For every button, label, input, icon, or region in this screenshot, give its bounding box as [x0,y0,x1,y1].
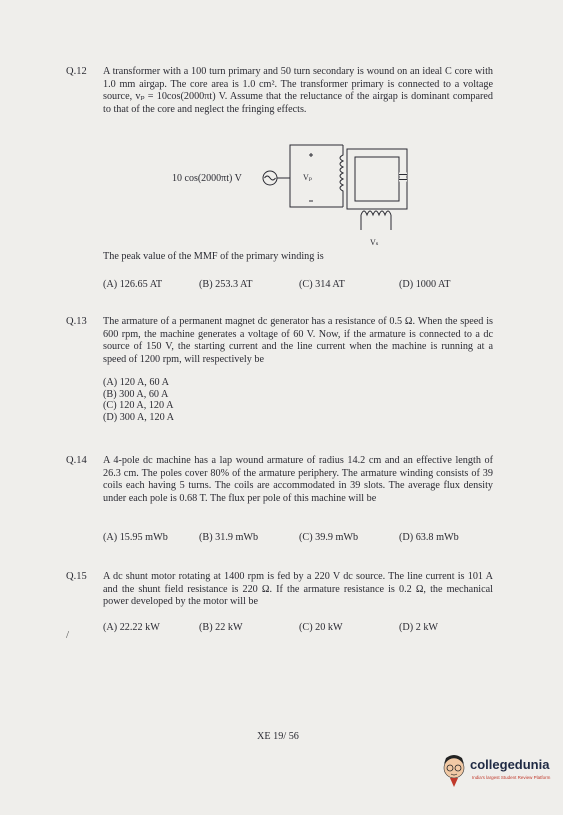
option-a: (A) 15.95 mWb [103,532,168,543]
source-voltage-label: 10 cos(2000πt) V [172,173,242,184]
options-13 [103,377,174,423]
question-text-12: A transformer with a 100 turn primary and 50 turn secondary is wound on an ideal C core with 1.0 mm airgap. The core area is 1.0 cm². The transformer primary is connected to a voltage source, vₚ = 10cos(2000πt) V. Assume that the reluctance of the airgap is dominant compared to that of the core and neglect the fringing effects. [103,66,493,115]
option-a: (A) 126.65 AT [103,279,163,290]
page-footer: XE 19/ 56 [257,731,299,742]
option-c: (C) 39.9 mWb [299,532,359,543]
question-number-13: Q.13 [66,316,87,327]
option-b: (B) 31.9 mWb [199,532,259,543]
option-c: (C) 20 kW [299,622,343,633]
question-text-13: The armature of a permanent magnet dc generator has a resistance of 0.5 Ω. When the speed is 600 rpm, the machine generates a voltage of 60 V. Now, if the armature is connected to a dc source of 150 V, the starting current and the line current when the machine is running at a speed of 1200 rpm, will respectively be [103,316,493,365]
collegedunia-logo[interactable] [440,752,558,798]
mascot-icon [440,754,470,788]
option-d: (D) 300 A, 120 A [103,411,175,423]
option-d: (D) 2 kW [399,622,439,633]
option-d: (D) 1000 AT [399,279,451,290]
option-b: (B) 22 kW [199,622,243,633]
margin-mark: / [66,629,70,641]
secondary-voltage-label: Vₛ [370,238,379,247]
option-a: (A) 22.22 kW [103,622,160,633]
logo-name: collegedunia [470,757,550,772]
option-b: (B) 300 A, 60 A [103,388,169,400]
option-d: (D) 63.8 mWb [399,532,459,543]
question-text-14: A 4-pole dc machine has a lap wound armature of radius 14.2 cm and an effective length of 26.3 cm. The poles cover 80% of the armature periphery. The armature winding consists of 39 coils each having 5 turns. The coils are accommodated in 39 slots. The average flux density under each pole is 0.68 T. The flux per pole of this machine will be [103,455,493,504]
question-number-12: Q.12 [66,66,87,77]
question-stem-12: The peak value of the MMF of the primary winding is [103,251,324,262]
primary-voltage-label: Vₚ [303,173,312,182]
logo-tagline: India's largest Student Review Platform [472,775,551,780]
option-c: (C) 120 A, 120 A [103,400,174,412]
question-number-15: Q.15 [66,571,87,582]
option-c: (C) 314 AT [299,279,345,290]
option-b: (B) 253.3 AT [199,279,253,290]
question-text-15: A dc shunt motor rotating at 1400 rpm is fed by a 220 V dc source. The line current is 101 A and the shunt field resistance is 220 Ω. If the armature resistance is 0.2 Ω, the mechanical power developed by the motor will be [103,571,493,608]
question-number-14: Q.14 [66,455,87,466]
transformer-circuit-diagram [165,135,425,240]
option-a: (A) 120 A, 60 A [103,377,169,388]
